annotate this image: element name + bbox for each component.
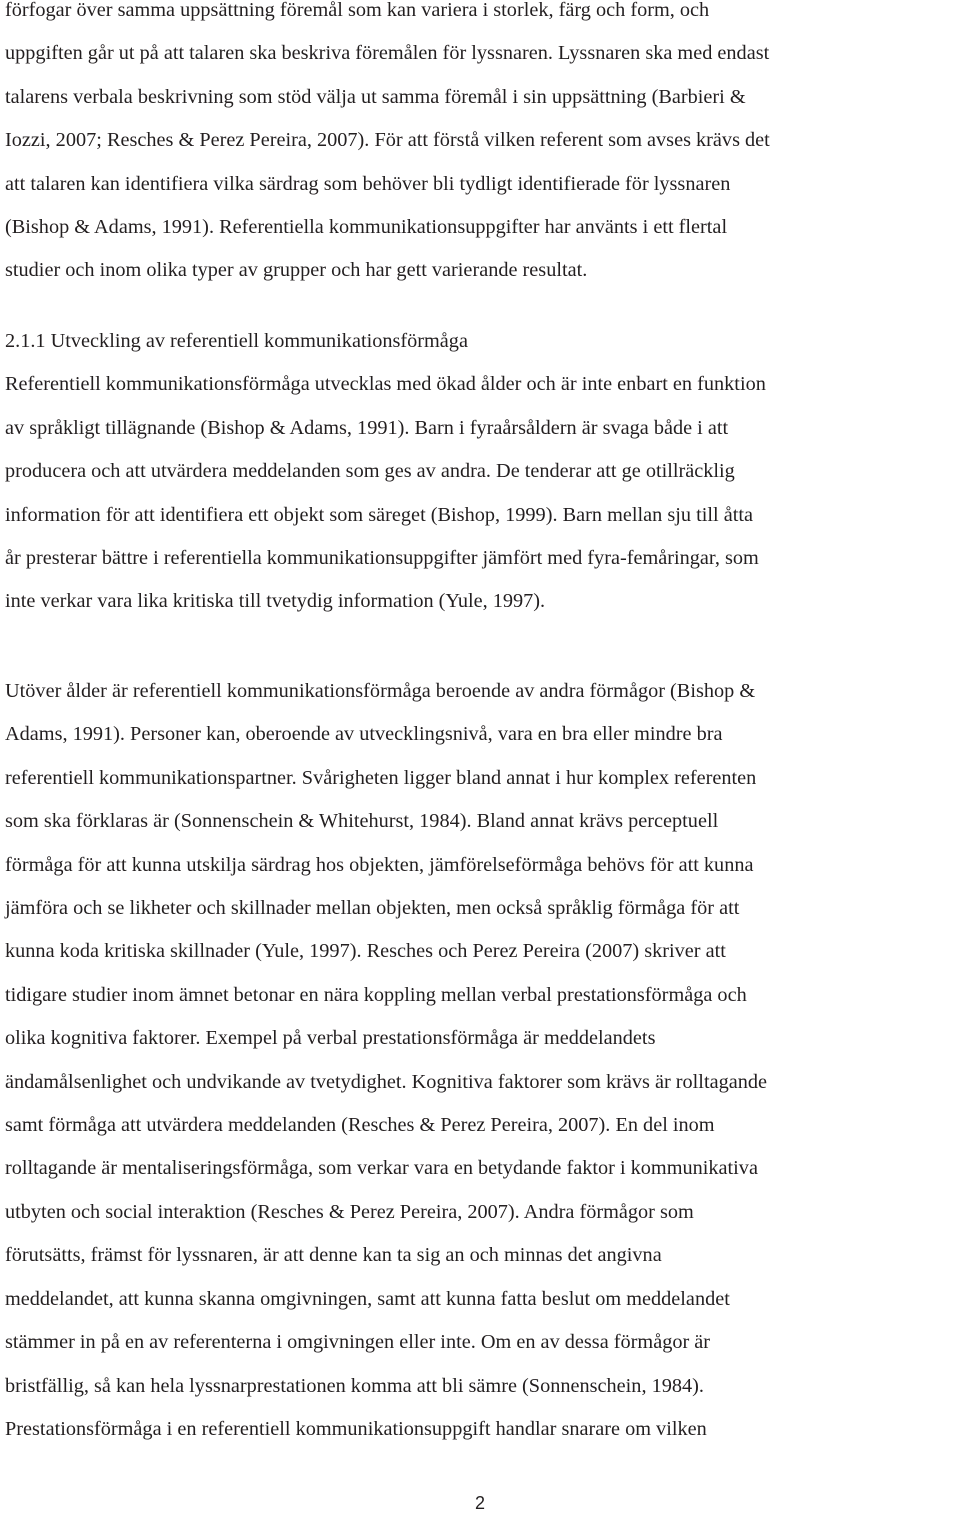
text-line: rolltagande är mentaliseringsförmåga, som verkar vara en betydande faktor i kommunikativa <box>5 1157 758 1180</box>
text-line: studier och inom olika typer av grupper och har gett varierande resultat. <box>5 259 588 282</box>
text-line: utbyten och social interaktion (Resches & Perez Pereira, 2007). Andra förmågor som <box>5 1200 694 1223</box>
text-line: referentiell kommunikationspartner. Svårigheten ligger bland annat i hur komplex referenten <box>5 766 757 789</box>
text-line: förmåga för att kunna utskilja särdrag hos objekten, jämförelseförmåga behövs för att kunna <box>5 853 754 876</box>
text-line: samt förmåga att utvärdera meddelanden (Resches & Perez Pereira, 2007). En del inom <box>5 1114 715 1137</box>
text-line: uppgiften går ut på att talaren ska beskriva föremålen för lyssnaren. Lyssnaren ska med endast <box>5 42 770 65</box>
text-line: Prestationsförmåga i en referentiell kommunikationsuppgift handlar snarare om vilken <box>5 1417 707 1440</box>
text-line: jämföra och se likheter och skillnader mellan objekten, men också språklig förmåga för att <box>5 897 740 920</box>
paragraph-intro <box>5 0 955 293</box>
text-line: stämmer in på en av referenterna i omgivningen eller inte. Om en av dessa förmågor är <box>5 1331 711 1354</box>
text-line: information för att identifiera ett objekt som säreget (Bishop, 1999). Barn mellan sju till åtta <box>5 503 753 526</box>
text-line: Utöver ålder är referentiell kommunikationsförmåga beroende av andra förmågor (Bishop & <box>5 680 756 702</box>
page-number: 2 <box>474 1493 485 1513</box>
paragraph-abilities <box>5 670 955 1451</box>
text-line: producera och att utvärdera meddelanden som ges av andra. De tenderar att ge otillräcklig <box>5 460 735 483</box>
section-heading: 2.1.1 Utveckling av referentiell kommunikationsförmåga <box>5 330 468 352</box>
text-line: av språkligt tillägnande (Bishop & Adams, 1991). Barn i fyraårsåldern är svaga både i att <box>5 416 729 439</box>
text-line: att talaren kan identifiera vilka särdrag som behöver bli tydligt identifierade för lyssnaren <box>5 172 731 195</box>
text-line: meddelandet, att kunna skanna omgivningen, samt att kunna fatta beslut om meddelandet <box>5 1287 730 1310</box>
text-line: Iozzi, 2007; Resches & Perez Pereira, 2007). För att förstå vilken referent som avses krävs det <box>5 129 770 152</box>
text-line: år presterar bättre i referentiella kommunikationsuppgifter jämfört med fyra-femåringar, som <box>5 547 759 570</box>
text-line: talarens verbala beskrivning som stöd välja ut samma föremål i sin uppsättning (Barbieri & <box>5 85 746 108</box>
text-line: olika kognitiva faktorer. Exempel på verbal prestationsförmåga är meddelandets <box>5 1027 656 1050</box>
text-line: förfogar över samma uppsättning föremål som kan variera i storlek, färg och form, och <box>5 0 710 21</box>
text-line: kunna koda kritiska skillnader (Yule, 1997). Resches och Perez Pereira (2007) skriver att <box>5 940 726 963</box>
text-line: förutsätts, främst för lyssnaren, är att denne kan ta sig an och minnas det angivna <box>5 1244 662 1267</box>
text-line: bristfällig, så kan hela lyssnarprestationen komma att bli sämre (Sonnenschein, 1984). <box>5 1374 704 1397</box>
text-line: tidigare studier inom ämnet betonar en nära koppling mellan verbal prestationsförmåga och <box>5 983 747 1006</box>
section-2-1-1 <box>5 320 955 624</box>
text-line: inte verkar vara lika kritiska till tvetydig information (Yule, 1997). <box>5 590 546 613</box>
text-line: som ska förklaras är (Sonnenschein & Whitehurst, 1984). Bland annat krävs perceptuell <box>5 810 719 833</box>
text-line: ändamålsenlighet och undvikande av tvetydighet. Kognitiva faktorer som krävs är rolltagande <box>5 1070 768 1093</box>
text-line: (Bishop & Adams, 1991). Referentiella kommunikationsuppgifter har använts i ett flertal <box>5 216 728 239</box>
text-line: Referentiell kommunikationsförmåga utvecklas med ökad ålder och är inte enbart en funktion <box>5 373 766 396</box>
text-line: Adams, 1991). Personer kan, oberoende av utvecklingsnivå, vara en bra eller mindre bra <box>5 723 723 746</box>
